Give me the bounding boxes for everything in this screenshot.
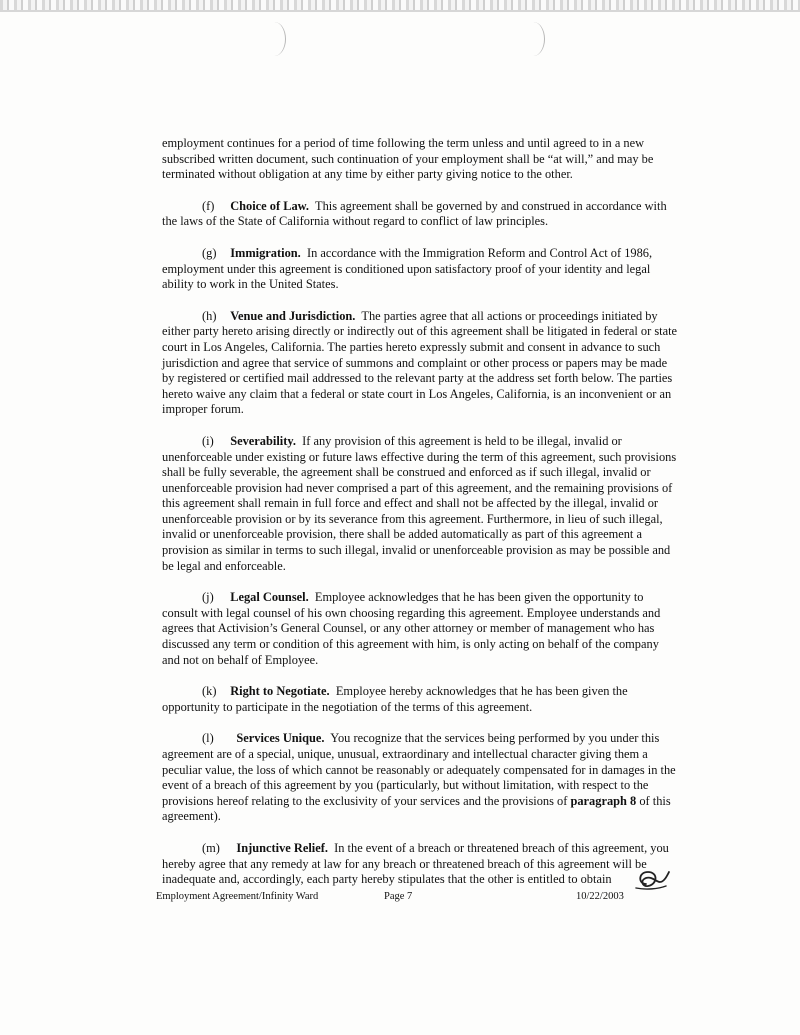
section-label: (f) (202, 198, 215, 213)
section-text: In accordance with the Immigration Reform and Control Act of 1986, employment under this agreement is conditioned upon satisfactory proof of your identity and legal ability to work in the United States. (162, 245, 653, 292)
section-label: (k) (202, 684, 217, 699)
section-heading: Injunctive Relief. (236, 840, 328, 855)
section-text: Employee hereby acknowledges that he has been given the opportunity to participate in the negotiation of the terms of this agreement. (162, 684, 628, 714)
section-label: (g) (202, 245, 217, 260)
section-label: (l) (202, 731, 214, 746)
section-label: (m) (202, 840, 220, 855)
section-heading: Choice of Law. (230, 198, 310, 213)
section-text: You recognize that the services being performed by you under this agreement are of a special, unique, unusual, extraordinary and intellectual character giving them a peculiar value, the loss of which cannot be reasonably or adequately compensated for in damages in the event of a breach of this agreement by you (particularly, but without limitation, with respect to the provisions hereof relating to the exclusivity of your services and the provisions of (162, 731, 676, 808)
section-f (162, 199, 678, 230)
section-text: The parties agree that all actions or proceedings initiated by either party hereto arising directly or indirectly out of this agreement shall be litigated in federal or state court in Los Angeles, California. The parties hereto expressly submit and consent in advance to such jurisdiction and agree that service of summons and complaint or other process or papers may be made by registered or certified mail addressed to the relevant party at the address set forth below. The parties hereto waive any claim that a federal or state court in Los Angeles, California, is an inconvenient or an improper forum. (162, 308, 678, 417)
footer-document-title: Employment Agreement/Infinity Ward (156, 891, 319, 902)
section-heading: Venue and Jurisdiction. (230, 308, 356, 323)
fax-header-edge (0, 0, 800, 10)
section-j (162, 590, 678, 668)
section-label: (h) (202, 308, 217, 323)
section-tail: of this agreement). (162, 793, 671, 824)
section-heading: Legal Counsel. (230, 590, 309, 605)
section-text: This agreement shall be governed by and construed in accordance with the laws of the State of California without regard to conflict of law principles. (162, 198, 667, 229)
section-text: In the event of a breach or threatened breach of this agreement, you hereby agree that any remedy at law for any breach or threatened breach of this agreement will be inadequate and, accordingly, each party hereby stipulates that the other is entitled to obtain (162, 840, 669, 887)
section-text: If any provision of this agreement is held to be illegal, invalid or unenforceable under existing or future laws effective during the term of this agreement, such provisions shall be fully severable, the agreement shall be construed and enforced as if such illegal, invalid or unenforceable provision had never comprised a part of this agreement, and the remaining provisions of this agreement shall remain in full force and effect and shall not be affected by the illegal, invalid or unenforceable provision or by its severance from this agreement. Furthermore, in lieu of such illegal, invalid or unenforceable provision, there shall be added automatically as part of this agreement a provision as similar in terms to such illegal, invalid or unenforceable provision as may be possible and be legal and enforceable. (162, 433, 677, 573)
handwritten-initials-icon (632, 866, 672, 894)
punch-hole-mark-left (263, 22, 286, 56)
section-m (162, 841, 678, 888)
footer-date: 10/22/2003 (576, 891, 624, 902)
section-heading: Right to Negotiate. (230, 684, 330, 699)
section-g (162, 246, 678, 293)
section-heading: Immigration. (230, 245, 301, 260)
footer-page-number: Page 7 (384, 891, 413, 902)
lead-paragraph: employment continues for a period of time following the term unless and until agreed to in a new subscribed written document, such continuation of your employment shall be “at will,” and may be terminated without obligation at any time by either party giving notice to the other. (162, 136, 654, 182)
section-h (162, 309, 678, 418)
section-heading: Severability. (230, 433, 296, 448)
section-k (162, 684, 678, 715)
paragraph-reference: paragraph 8 (570, 793, 637, 808)
section-text: Employee acknowledges that he has been given the opportunity to consult with legal counsel of his own choosing regarding this agreement. Employee understands and agrees that Activision’s General Counsel, or any other attorney or member of management who has discussed any term or condition of this agreement with him, is only acting on behalf of the company and not on behalf of Employee. (162, 590, 661, 667)
document-body (162, 136, 678, 904)
punch-hole-mark-right (522, 22, 545, 56)
section-heading: Services Unique. (236, 731, 325, 746)
section-label: (i) (202, 433, 214, 448)
section-i (162, 434, 678, 574)
section-l (162, 731, 678, 825)
section-label: (j) (202, 590, 214, 605)
fax-scan-line (0, 10, 800, 12)
